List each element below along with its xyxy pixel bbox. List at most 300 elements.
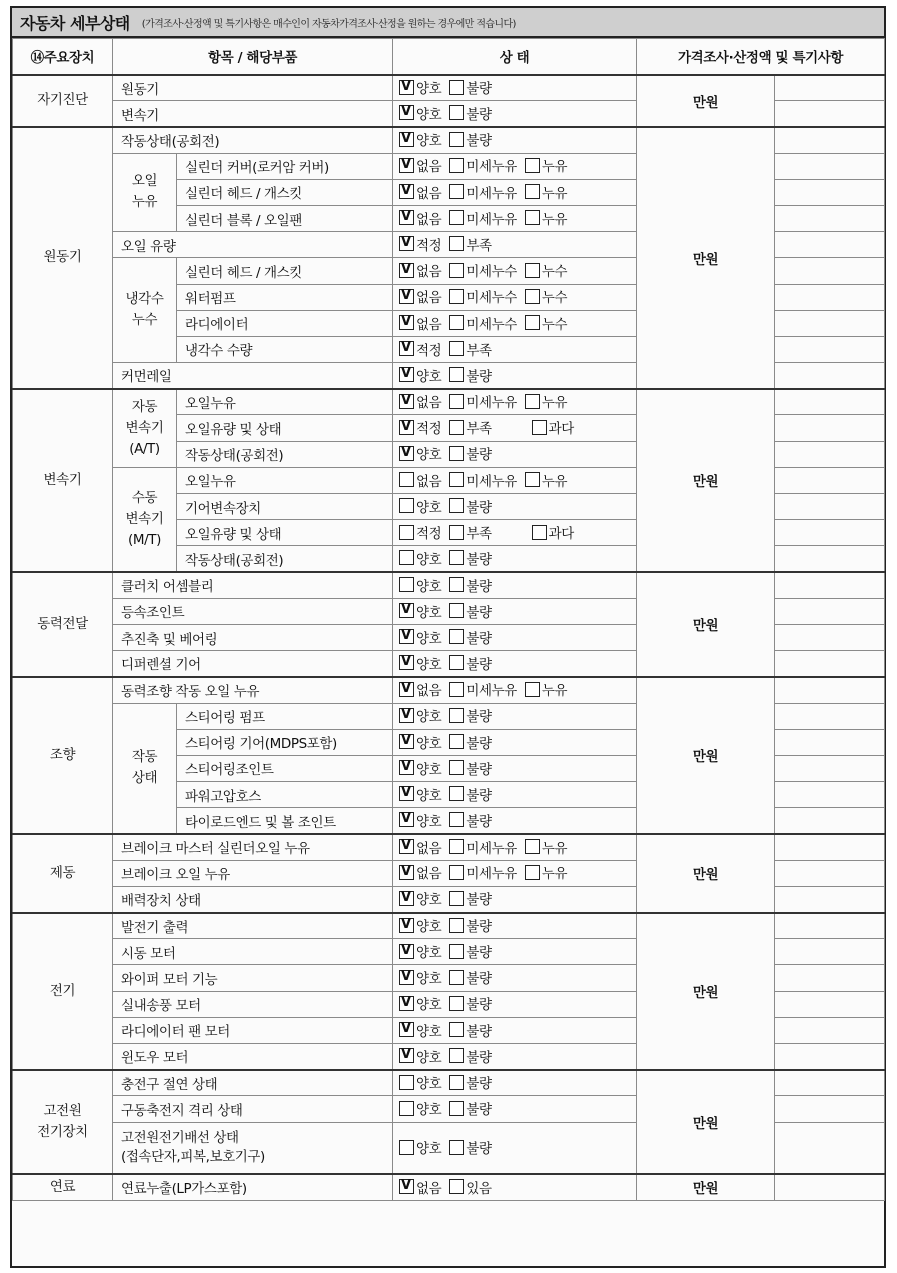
status-option[interactable] xyxy=(449,627,491,647)
option-label: 없음 xyxy=(416,840,442,857)
checkbox-checked[interactable] xyxy=(399,629,414,644)
status-option[interactable] xyxy=(399,679,441,699)
option-label: 미세누유 xyxy=(466,840,517,857)
note-field[interactable] xyxy=(775,258,885,284)
item-label: 충전구 절연 상태 xyxy=(113,1070,393,1096)
status-options xyxy=(393,284,637,310)
option-label: 불량 xyxy=(466,735,492,752)
option-label: 없음 xyxy=(416,290,442,307)
checkbox-checked[interactable] xyxy=(399,367,414,382)
status-option[interactable] xyxy=(399,496,441,516)
item-label: 변속기 xyxy=(113,101,393,127)
note-field[interactable] xyxy=(775,572,885,598)
checkbox-checked[interactable] xyxy=(399,760,414,775)
status-option[interactable] xyxy=(449,888,491,908)
status-option[interactable] xyxy=(399,417,441,437)
checkbox[interactable] xyxy=(449,1075,464,1090)
checkbox[interactable] xyxy=(525,184,540,199)
note-field[interactable] xyxy=(775,284,885,310)
status-option[interactable] xyxy=(399,941,441,961)
checkbox[interactable] xyxy=(449,891,464,906)
status-option[interactable] xyxy=(449,286,517,306)
table-row xyxy=(13,1070,885,1096)
status-option[interactable] xyxy=(525,313,567,333)
status-option[interactable] xyxy=(449,1177,491,1197)
option-label: 양호 xyxy=(416,945,442,962)
note-field[interactable] xyxy=(775,782,885,808)
status-option[interactable] xyxy=(399,888,441,908)
status-option[interactable] xyxy=(449,653,491,673)
status-option[interactable] xyxy=(449,837,517,857)
checkbox-checked[interactable] xyxy=(399,80,414,95)
note-field[interactable] xyxy=(775,441,885,467)
status-option[interactable] xyxy=(525,679,567,699)
status-option[interactable] xyxy=(399,732,441,752)
status-option[interactable] xyxy=(399,601,441,621)
checkbox[interactable] xyxy=(449,577,464,592)
note-field[interactable] xyxy=(775,860,885,886)
checkbox-checked[interactable] xyxy=(399,812,414,827)
checkbox[interactable] xyxy=(449,1140,464,1155)
option-label: 미세누유 xyxy=(466,211,517,228)
status-option[interactable] xyxy=(449,548,491,568)
price-unit-label: 만원 xyxy=(637,1070,775,1174)
table-row xyxy=(13,677,885,703)
checkbox[interactable] xyxy=(449,760,464,775)
option-label: 불량 xyxy=(466,499,492,516)
status-option[interactable] xyxy=(449,77,491,97)
status-option[interactable] xyxy=(399,365,441,385)
checkbox[interactable] xyxy=(449,786,464,801)
status-option[interactable] xyxy=(525,286,567,306)
status-option[interactable] xyxy=(399,313,441,333)
status-option[interactable] xyxy=(449,155,517,175)
option-label: 누수 xyxy=(541,264,568,281)
status-options xyxy=(393,179,637,205)
checkbox-checked[interactable] xyxy=(399,263,414,278)
table-row xyxy=(13,75,885,101)
checkbox[interactable] xyxy=(449,918,464,933)
checkbox-checked[interactable] xyxy=(399,236,414,251)
note-field[interactable] xyxy=(775,546,885,572)
checkbox[interactable] xyxy=(449,105,464,120)
status-option[interactable] xyxy=(399,1020,441,1040)
note-field[interactable] xyxy=(775,1017,885,1043)
checkbox[interactable] xyxy=(525,472,540,487)
checkbox[interactable] xyxy=(449,236,464,251)
status-option[interactable] xyxy=(449,129,491,149)
option-label: 부족 xyxy=(466,526,492,543)
table-row xyxy=(13,389,885,415)
status-option[interactable] xyxy=(449,208,517,228)
status-option[interactable] xyxy=(532,522,574,542)
checkbox[interactable] xyxy=(449,603,464,618)
option-label: 양호 xyxy=(416,1076,442,1093)
checkbox[interactable] xyxy=(449,944,464,959)
checkbox-checked[interactable] xyxy=(399,289,414,304)
status-option[interactable] xyxy=(399,1072,441,1092)
checkbox[interactable] xyxy=(449,1179,464,1194)
checkbox[interactable] xyxy=(449,315,464,330)
status-option[interactable] xyxy=(399,915,441,935)
note-field[interactable] xyxy=(775,1122,885,1174)
checkbox[interactable] xyxy=(449,420,464,435)
checkbox[interactable] xyxy=(449,682,464,697)
option-label: 양호 xyxy=(416,1141,442,1157)
item-label: 작동상태(공회전) xyxy=(177,441,393,467)
note-field[interactable] xyxy=(775,467,885,493)
status-option[interactable] xyxy=(449,679,517,699)
status-options xyxy=(393,703,637,729)
status-option[interactable] xyxy=(399,758,441,778)
status-option[interactable] xyxy=(449,496,491,516)
status-option[interactable] xyxy=(449,967,491,987)
status-option[interactable] xyxy=(449,443,491,463)
status-option[interactable] xyxy=(449,470,517,490)
checkbox[interactable] xyxy=(525,263,540,278)
status-option[interactable] xyxy=(525,837,567,857)
status-option[interactable] xyxy=(449,941,491,961)
checkbox[interactable] xyxy=(449,812,464,827)
checkbox-checked[interactable] xyxy=(399,420,414,435)
note-field[interactable] xyxy=(775,75,885,101)
status-option[interactable] xyxy=(399,993,441,1013)
title-bar xyxy=(12,8,884,38)
status-option[interactable] xyxy=(399,1098,441,1118)
note-field[interactable] xyxy=(775,101,885,127)
status-options xyxy=(393,808,637,834)
status-option[interactable] xyxy=(449,758,491,778)
checkbox[interactable] xyxy=(399,1140,414,1155)
note-field[interactable] xyxy=(775,1043,885,1069)
checkbox-checked[interactable] xyxy=(399,315,414,330)
checkbox-checked[interactable] xyxy=(399,996,414,1011)
status-option[interactable] xyxy=(449,862,517,882)
status-option[interactable] xyxy=(532,417,574,437)
status-option[interactable] xyxy=(449,391,517,411)
checkbox-checked[interactable] xyxy=(399,786,414,801)
note-field[interactable] xyxy=(775,703,885,729)
checkbox-checked[interactable] xyxy=(399,655,414,670)
status-option[interactable] xyxy=(399,862,441,882)
status-option[interactable] xyxy=(525,208,567,228)
checkbox[interactable] xyxy=(532,420,547,435)
option-label: 불량 xyxy=(466,630,492,647)
status-option[interactable] xyxy=(449,732,491,752)
item-label: 디퍼렌셜 기어 xyxy=(113,651,393,677)
status-option[interactable] xyxy=(449,260,517,280)
table-row xyxy=(13,572,885,598)
status-option[interactable] xyxy=(449,339,491,359)
status-option[interactable] xyxy=(399,234,441,254)
option-label: 양호 xyxy=(416,551,442,568)
note-field[interactable] xyxy=(775,153,885,179)
note-field[interactable] xyxy=(775,729,885,755)
status-option[interactable] xyxy=(399,627,441,647)
checkbox-checked[interactable] xyxy=(399,158,414,173)
checkbox[interactable] xyxy=(449,734,464,749)
checkbox[interactable] xyxy=(399,472,414,487)
item-label: 오일 유량 xyxy=(113,232,393,258)
checkbox[interactable] xyxy=(449,263,464,278)
note-field[interactable] xyxy=(775,677,885,703)
checkbox-checked[interactable] xyxy=(399,341,414,356)
note-field[interactable] xyxy=(775,939,885,965)
checkbox[interactable] xyxy=(449,550,464,565)
checkbox-checked[interactable] xyxy=(399,1048,414,1063)
status-option[interactable] xyxy=(449,601,491,621)
status-option[interactable] xyxy=(449,417,491,437)
note-field[interactable] xyxy=(775,363,885,389)
item-label: 시동 모터 xyxy=(113,939,393,965)
status-option[interactable] xyxy=(399,260,441,280)
checkbox-checked[interactable] xyxy=(399,210,414,225)
status-option[interactable] xyxy=(399,182,441,202)
note-field[interactable] xyxy=(775,310,885,336)
status-option[interactable] xyxy=(399,1177,441,1197)
checkbox[interactable] xyxy=(449,341,464,356)
option-label: 양호 xyxy=(416,368,442,385)
item-label: 작동상태(공회전) xyxy=(113,127,393,153)
note-field[interactable] xyxy=(775,1096,885,1122)
inspection-sheet xyxy=(10,6,886,1268)
status-options xyxy=(393,75,637,101)
option-label: 미세누유 xyxy=(466,473,517,490)
note-field[interactable] xyxy=(775,127,885,153)
checkbox[interactable] xyxy=(449,996,464,1011)
status-option[interactable] xyxy=(525,862,567,882)
checkbox[interactable] xyxy=(449,525,464,540)
note-field[interactable] xyxy=(775,494,885,520)
checkbox-checked[interactable] xyxy=(399,184,414,199)
note-field[interactable] xyxy=(775,205,885,231)
checkbox-checked[interactable] xyxy=(399,918,414,933)
note-field[interactable] xyxy=(775,1174,885,1200)
checkbox-checked[interactable] xyxy=(399,105,414,120)
note-field[interactable] xyxy=(775,179,885,205)
category-label: 전기 xyxy=(13,913,113,1070)
status-option[interactable] xyxy=(525,260,567,280)
note-field[interactable] xyxy=(775,991,885,1017)
option-label: 불량 xyxy=(466,106,492,123)
checkbox[interactable] xyxy=(449,498,464,513)
checkbox[interactable] xyxy=(399,577,414,592)
checkbox[interactable] xyxy=(449,865,464,880)
item-label: 냉각수 수량 xyxy=(177,336,393,362)
note-field[interactable] xyxy=(775,336,885,362)
status-option[interactable] xyxy=(399,837,441,857)
note-field[interactable] xyxy=(775,415,885,441)
checkbox[interactable] xyxy=(449,708,464,723)
status-option[interactable] xyxy=(449,365,491,385)
header-price-note: 가격조사·산정액 및 특기사항 xyxy=(637,39,885,75)
checkbox[interactable] xyxy=(399,550,414,565)
note-field[interactable] xyxy=(775,808,885,834)
checkbox[interactable] xyxy=(449,1048,464,1063)
checkbox[interactable] xyxy=(449,132,464,147)
checkbox[interactable] xyxy=(532,525,547,540)
status-option[interactable] xyxy=(449,784,491,804)
table-row xyxy=(13,913,885,939)
status-option[interactable] xyxy=(449,1098,491,1118)
checkbox[interactable] xyxy=(449,655,464,670)
status-option[interactable] xyxy=(525,155,567,175)
checkbox[interactable] xyxy=(525,394,540,409)
status-option[interactable] xyxy=(449,1020,491,1040)
status-option[interactable] xyxy=(399,103,441,123)
note-field[interactable] xyxy=(775,834,885,860)
checkbox[interactable] xyxy=(525,682,540,697)
checkbox[interactable] xyxy=(449,158,464,173)
status-option[interactable] xyxy=(525,470,567,490)
status-option[interactable] xyxy=(449,915,491,935)
checkbox[interactable] xyxy=(449,367,464,382)
checkbox[interactable] xyxy=(449,629,464,644)
status-option[interactable] xyxy=(449,1072,491,1092)
status-option[interactable] xyxy=(449,810,491,830)
checkbox[interactable] xyxy=(525,158,540,173)
checkbox[interactable] xyxy=(449,970,464,985)
checkbox-checked[interactable] xyxy=(399,970,414,985)
status-option[interactable] xyxy=(399,443,441,463)
option-label: 불량 xyxy=(466,971,492,988)
checkbox[interactable] xyxy=(525,289,540,304)
status-options xyxy=(393,729,637,755)
note-field[interactable] xyxy=(775,913,885,939)
note-field[interactable] xyxy=(775,886,885,912)
option-label: 불량 xyxy=(466,1023,492,1040)
checkbox[interactable] xyxy=(449,80,464,95)
checkbox[interactable] xyxy=(449,394,464,409)
option-label: 누수 xyxy=(541,290,568,307)
status-option[interactable] xyxy=(399,522,441,542)
status-option[interactable] xyxy=(399,155,441,175)
note-field[interactable] xyxy=(775,520,885,546)
checkbox[interactable] xyxy=(525,315,540,330)
status-option[interactable] xyxy=(449,522,491,542)
checkbox-checked[interactable] xyxy=(399,1022,414,1037)
checkbox[interactable] xyxy=(525,210,540,225)
price-unit-label: 만원 xyxy=(637,127,775,389)
status-option[interactable] xyxy=(449,234,491,254)
checkbox[interactable] xyxy=(449,839,464,854)
checkbox-checked[interactable] xyxy=(399,839,414,854)
note-field[interactable] xyxy=(775,755,885,781)
checkbox[interactable] xyxy=(399,525,414,540)
checkbox[interactable] xyxy=(399,1075,414,1090)
item-label: 커먼레일 xyxy=(113,363,393,389)
option-label: 양호 xyxy=(416,133,442,150)
checkbox-checked[interactable] xyxy=(399,865,414,880)
status-option[interactable] xyxy=(399,784,441,804)
status-option[interactable] xyxy=(399,391,441,411)
status-option[interactable] xyxy=(449,1046,491,1066)
note-field[interactable] xyxy=(775,389,885,415)
checkbox[interactable] xyxy=(449,184,464,199)
status-option[interactable] xyxy=(399,575,441,595)
checkbox[interactable] xyxy=(525,865,540,880)
status-options xyxy=(393,677,637,703)
status-option[interactable] xyxy=(399,77,441,97)
checkbox[interactable] xyxy=(399,498,414,513)
checkbox-checked[interactable] xyxy=(399,734,414,749)
status-option[interactable] xyxy=(399,653,441,673)
status-option[interactable] xyxy=(399,129,441,149)
option-label: 양호 xyxy=(416,630,442,647)
status-option[interactable] xyxy=(399,548,441,568)
checkbox[interactable] xyxy=(449,1101,464,1116)
status-option[interactable] xyxy=(449,313,517,333)
option-label: 불량 xyxy=(466,1049,492,1066)
checkbox[interactable] xyxy=(449,472,464,487)
status-options xyxy=(393,860,637,886)
status-option[interactable] xyxy=(449,575,491,595)
status-option[interactable] xyxy=(449,1137,491,1157)
note-field[interactable] xyxy=(775,598,885,624)
checkbox[interactable] xyxy=(449,446,464,461)
status-option[interactable] xyxy=(399,208,441,228)
status-option[interactable] xyxy=(399,1046,441,1066)
checkbox-checked[interactable] xyxy=(399,1179,414,1194)
status-option[interactable] xyxy=(399,286,441,306)
status-option[interactable] xyxy=(399,810,441,830)
checkbox-checked[interactable] xyxy=(399,603,414,618)
status-option[interactable] xyxy=(399,1137,441,1157)
status-option[interactable] xyxy=(449,993,491,1013)
checkbox-checked[interactable] xyxy=(399,132,414,147)
category-label: 동력전달 xyxy=(13,572,113,677)
status-options xyxy=(393,363,637,389)
status-option[interactable] xyxy=(399,705,441,725)
status-option[interactable] xyxy=(525,391,567,411)
checkbox[interactable] xyxy=(449,289,464,304)
status-option[interactable] xyxy=(399,470,441,490)
option-label: 미세누유 xyxy=(466,866,517,883)
note-field[interactable] xyxy=(775,232,885,258)
checkbox-checked[interactable] xyxy=(399,394,414,409)
checkbox-checked[interactable] xyxy=(399,891,414,906)
note-field[interactable] xyxy=(775,651,885,677)
price-unit-label: 만원 xyxy=(637,834,775,913)
checkbox[interactable] xyxy=(399,1101,414,1116)
checkbox-checked[interactable] xyxy=(399,944,414,959)
note-field[interactable] xyxy=(775,1070,885,1096)
note-field[interactable] xyxy=(775,624,885,650)
item-label: 라디에이터 xyxy=(177,310,393,336)
status-option[interactable] xyxy=(449,103,491,123)
checkbox[interactable] xyxy=(525,839,540,854)
checkbox-checked[interactable] xyxy=(399,682,414,697)
status-option[interactable] xyxy=(525,182,567,202)
status-option[interactable] xyxy=(449,705,491,725)
status-option[interactable] xyxy=(399,339,441,359)
status-options xyxy=(393,205,637,231)
item-label: 실린더 블록 / 오일팬 xyxy=(177,205,393,231)
status-option[interactable] xyxy=(399,967,441,987)
checkbox[interactable] xyxy=(449,210,464,225)
note-field[interactable] xyxy=(775,965,885,991)
table-row xyxy=(13,1174,885,1200)
inspection-table xyxy=(12,38,885,1201)
status-option[interactable] xyxy=(449,182,517,202)
category-label: 원동기 xyxy=(13,127,113,389)
item-label: 클러치 어셈블리 xyxy=(113,572,393,598)
checkbox-checked[interactable] xyxy=(399,708,414,723)
option-label: 없음 xyxy=(416,683,442,700)
status-options xyxy=(393,310,637,336)
checkbox[interactable] xyxy=(449,1022,464,1037)
checkbox-checked[interactable] xyxy=(399,446,414,461)
